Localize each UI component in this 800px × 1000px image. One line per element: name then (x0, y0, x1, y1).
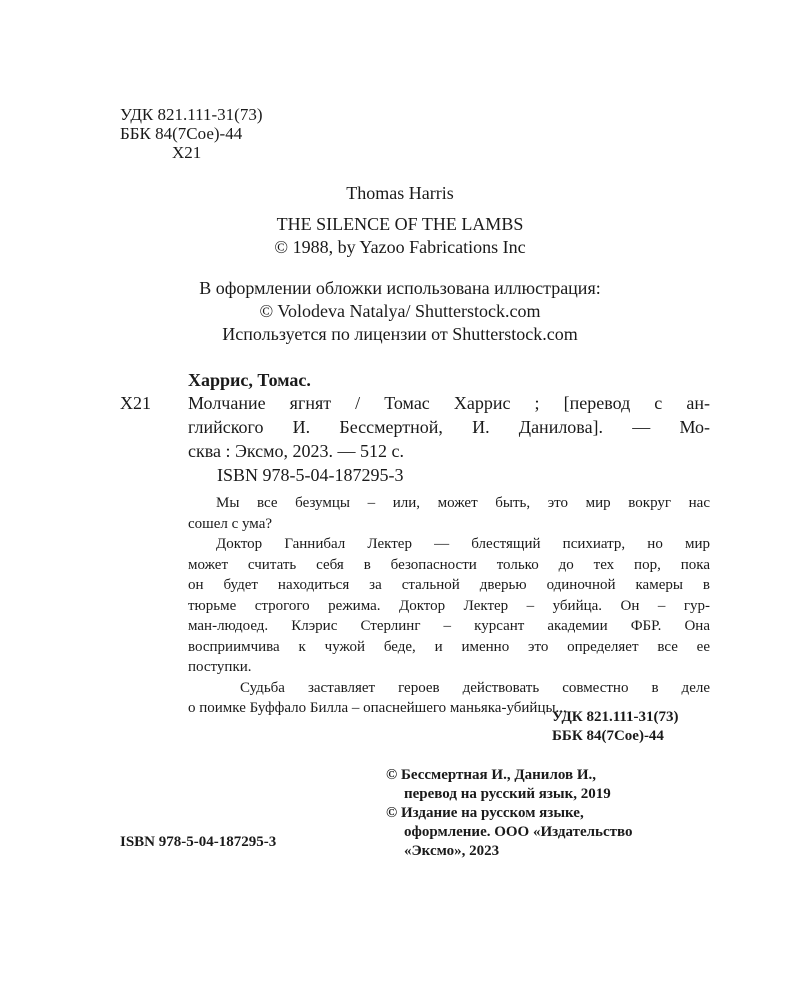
annotation-line: тюрьме строгого режима. Доктор Лектер – убийца. Он – гур- (188, 597, 710, 614)
annotation-line: поступки. (188, 659, 252, 675)
catalog-description-line: Молчание ягнят / Томас Харрис ; [перевод с ан- (188, 393, 710, 413)
annotation-line: Мы все безумцы – или, может быть, это мир вокруг нас (216, 495, 710, 511)
cover-note-line2: © Volodeva Natalya/ Shutterstock.com (259, 301, 541, 321)
original-copyright: © 1988, by Yazoo Fabrications Inc (274, 237, 526, 257)
udk-code-repeat: УДК 821.111-31(73) (552, 709, 679, 725)
annotation-line: он будет находиться за стальной дверью одиночной камеры в (188, 577, 710, 593)
original-author: Thomas Harris (346, 183, 454, 203)
catalog-mark: Х21 (120, 393, 151, 413)
annotation-line: восприимчива к чужой беде, и именно это определяет все ее (188, 638, 710, 655)
original-title: THE SILENCE OF THE LAMBS (276, 214, 524, 234)
bbk-code-repeat: ББК 84(7Сое)-44 (552, 728, 664, 744)
annotation-line: Судьба заставляет героев действовать совместно в деле (240, 679, 710, 696)
annotation-line: ман-людоед. Клэрис Стерлинг – курсант академии ФБР. Она (188, 618, 710, 634)
annotation-line: о поимке Буффало Билла – опаснейшего маньяка-убийцы... (188, 700, 567, 716)
cover-note-line3: Используется по лицензии от Shutterstock.com (222, 324, 578, 344)
catalog-description-line: глийского И. Бессмертной, И. Данилова]. — Мо- (188, 417, 710, 437)
catalog-description (188, 391, 710, 463)
isbn-footer: ISBN 978-5-04-187295-3 (120, 834, 277, 850)
copyright-edition-2: оформление. ООО «Издательство (404, 824, 633, 840)
annotation-line: сошел с ума? (188, 515, 273, 532)
copyright-translation-1: © Бессмертная И., Данилов И., (386, 767, 597, 783)
cover-note-line1: В оформлении обложки использована иллюстрация: (199, 278, 601, 298)
annotation-line: может считать себя в безопасности только до тех пор, пока (188, 556, 710, 573)
author-mark: Х21 (172, 143, 202, 162)
copyright-edition-3: «Эксмо», 2023 (404, 843, 500, 859)
bbk-code: ББК 84(7Сое)-44 (120, 124, 243, 143)
catalog-isbn: ISBN 978-5-04-187295-3 (217, 465, 404, 485)
catalog-heading: Харрис, Томас. (188, 370, 311, 390)
copyright-edition-1: © Издание на русском языке, (386, 805, 584, 821)
annotation (188, 493, 710, 719)
udk-code: УДК 821.111-31(73) (120, 105, 263, 124)
copyright-translation-2: перевод на русский язык, 2019 (404, 786, 611, 802)
catalog-description-line: сква : Эксмо, 2023. — 512 с. (188, 441, 405, 461)
annotation-line: Доктор Ганнибал Лектер — блестящий психиатр, но мир (216, 536, 710, 552)
